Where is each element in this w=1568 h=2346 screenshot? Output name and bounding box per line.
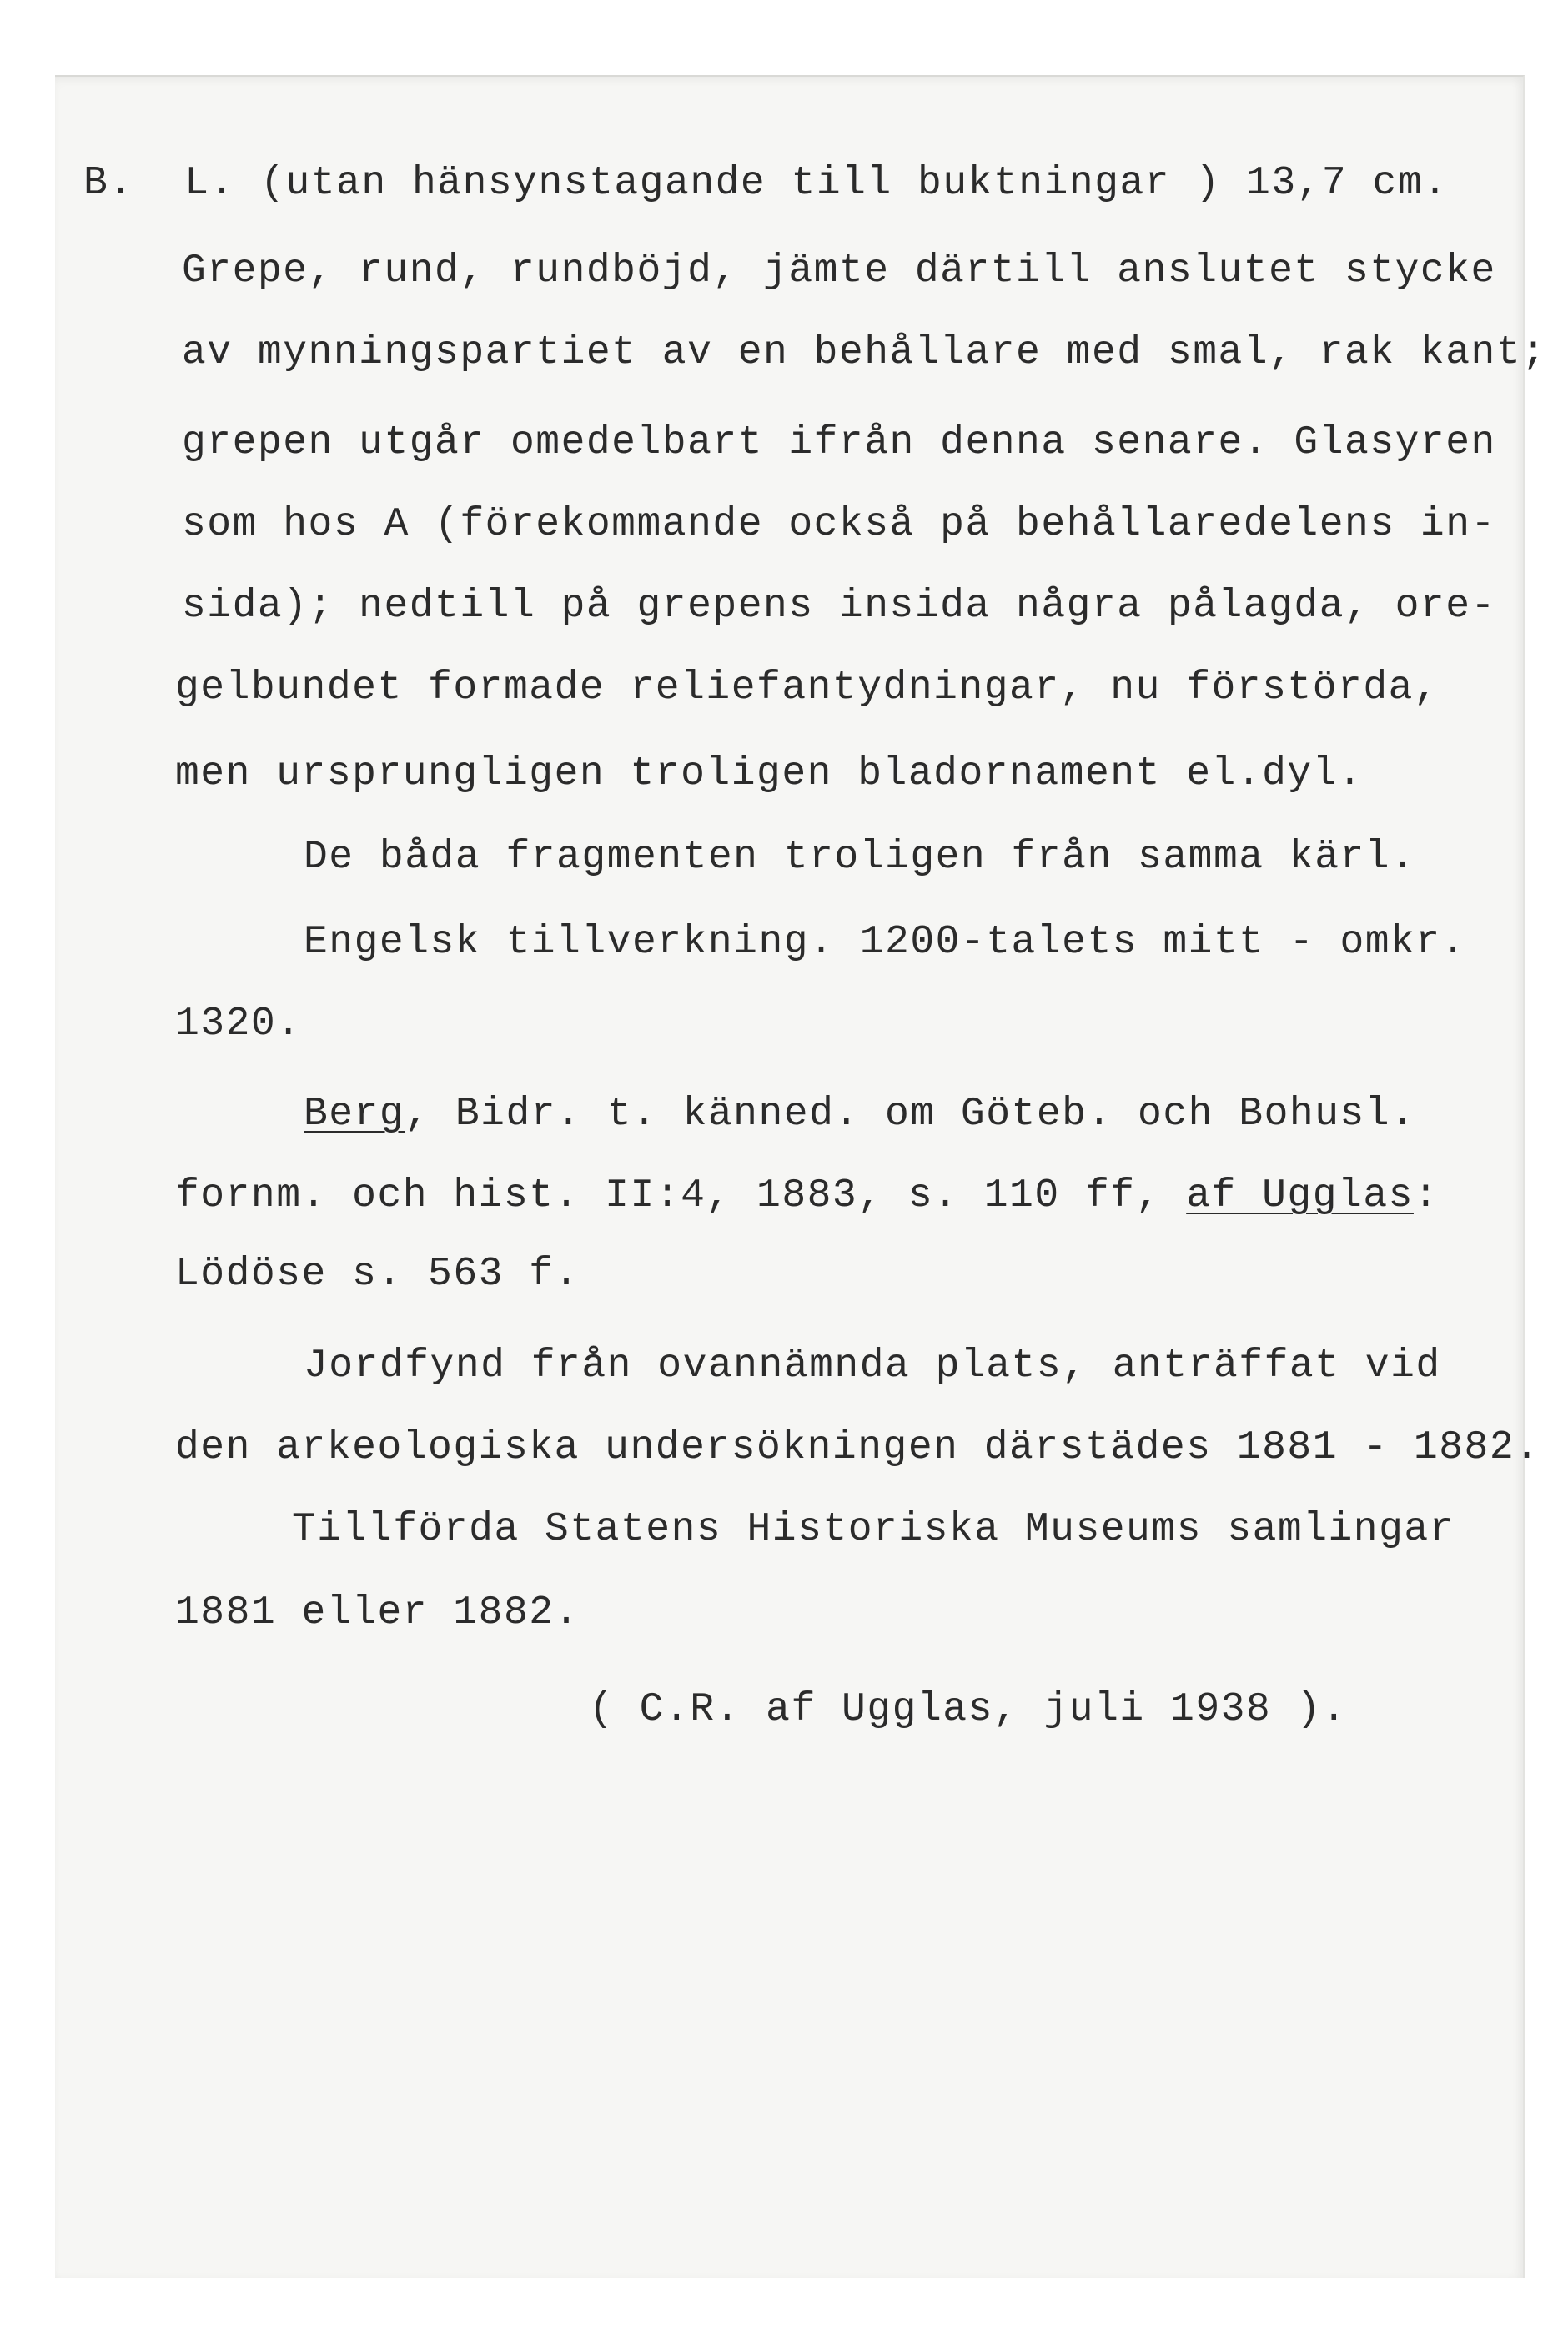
text-line: 1320. [175, 1002, 302, 1047]
text-line: 1881 eller 1882. [175, 1590, 580, 1635]
signature: ( C.R. af Ugglas, juli 1938 ). [589, 1687, 1348, 1732]
text-line: Grepe, rund, rundböjd, jämte därtill anslutet stycke [182, 249, 1496, 294]
text-line: av mynningspartiet av en behållare med smal, rak kant; [182, 330, 1547, 375]
reference-author: Berg [304, 1092, 405, 1137]
text-line: De båda fragmenten troligen från samma kärl. [304, 835, 1416, 880]
reference-line [304, 1089, 1415, 1139]
reference-line [175, 1171, 1439, 1221]
text-line: gelbundet formade reliefantydningar, nu förstörda, [175, 666, 1440, 711]
text-line: den arkeologiska undersökningen därstädes 1881 - 1882. [175, 1425, 1540, 1470]
text-line: Engelsk tillverkning. 1200-talets mitt - omkr. [304, 920, 1467, 965]
reference-line: Lödöse s. 563 f. [175, 1252, 580, 1297]
text-line: grepen utgår omedelbart ifrån denna senare. Glasyren [182, 420, 1496, 465]
text-line: Tillförda Statens Historiska Museums samlingar [292, 1507, 1455, 1552]
text-line: B. L. (utan hänsynstagande till buktningar ) 13,7 cm. [83, 161, 1449, 206]
reference-author: af Ugglas [1186, 1173, 1414, 1218]
text-line: sida); nedtill på grepens insida några pålagda, ore- [182, 584, 1496, 629]
text-line: Jordfynd från ovannämnda plats, anträffat vid [304, 1344, 1441, 1389]
text-line: som hos A (förekommande också på behållaredelens in- [182, 502, 1496, 547]
reference-text: : [1413, 1173, 1440, 1218]
reference-text: , Bidr. t. känned. om Göteb. och Bohusl. [405, 1092, 1416, 1137]
reference-text: fornm. och hist. II:4, 1883, s. 110 ff, [175, 1173, 1187, 1218]
text-line: men ursprungligen troligen bladornament el.dyl. [175, 751, 1364, 796]
